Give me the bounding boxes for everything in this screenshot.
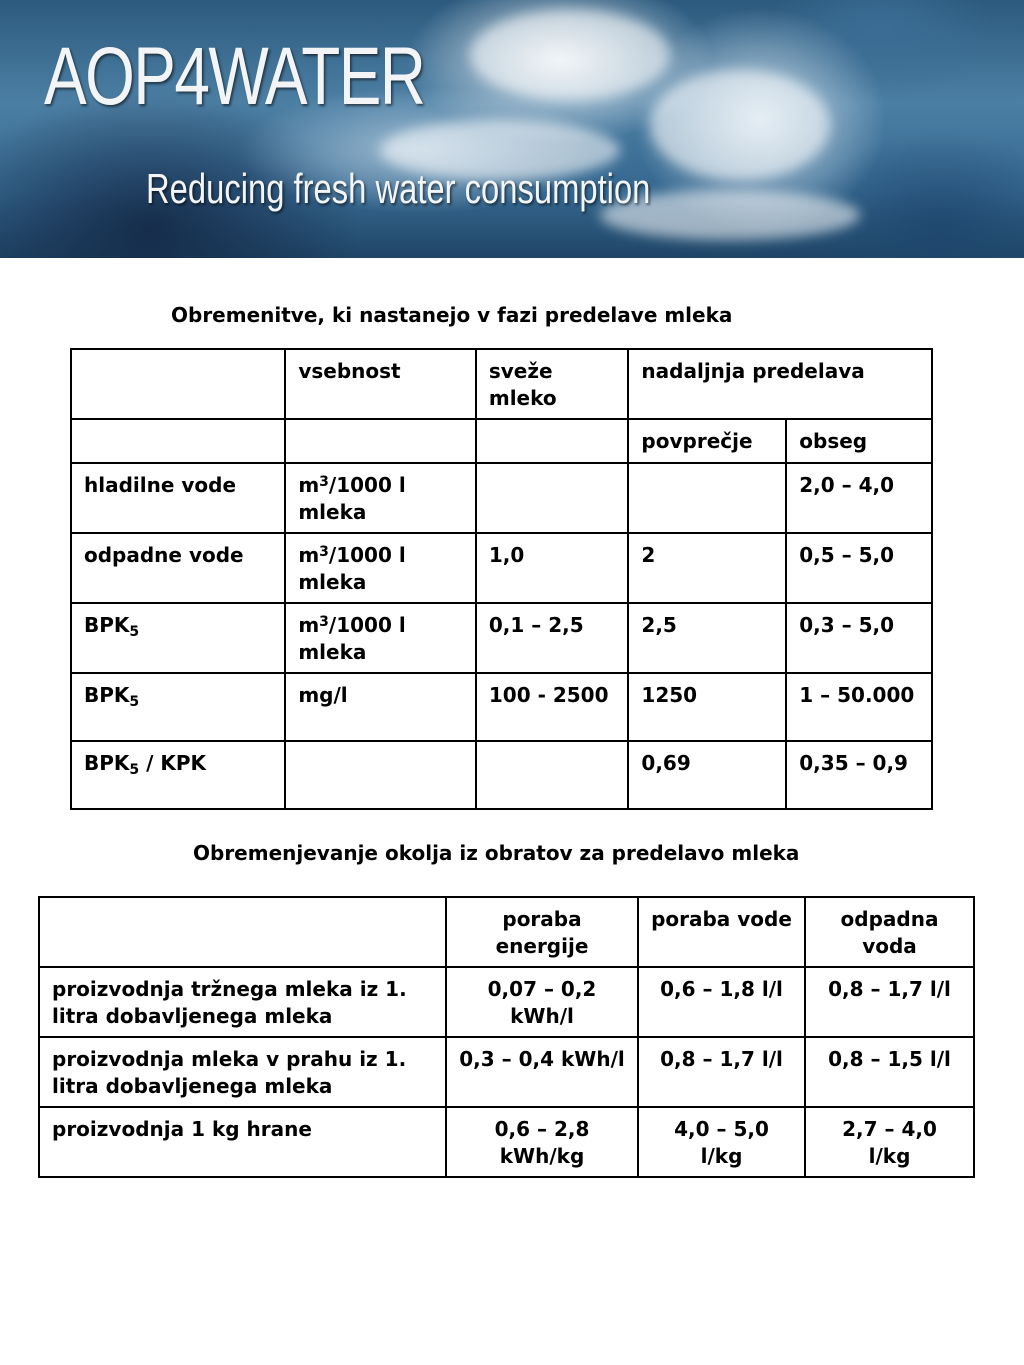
header-cell-water: poraba vode	[638, 897, 805, 967]
unit-prefix: m	[298, 543, 320, 567]
subheader-cell-empty	[476, 419, 629, 463]
foam-decoration	[650, 70, 830, 180]
row-label: odpadne vode	[71, 533, 285, 603]
row-unit	[285, 741, 476, 809]
row-unit: mg/l	[285, 673, 476, 741]
header-cell-content: vsebnost	[285, 349, 476, 419]
row-fresh-value	[476, 741, 629, 809]
row-fresh-value	[476, 463, 629, 533]
banner-subtitle: Reducing fresh water consumption	[146, 165, 651, 212]
row-fresh-value: 1,0	[476, 533, 629, 603]
table-row	[71, 673, 932, 741]
table-header-row	[71, 349, 932, 419]
row-unit	[285, 603, 476, 673]
subheader-cell-range: obseg	[786, 419, 932, 463]
row-water-value: 0,6 – 1,8 l/l	[638, 967, 805, 1037]
row-unit	[285, 463, 476, 533]
row-range-value: 2,0 – 4,0	[786, 463, 932, 533]
label-subscript: 5	[129, 762, 140, 778]
label-subscript: 5	[129, 694, 140, 710]
header-cell-energy: poraba energije	[446, 897, 638, 967]
row-fresh-value: 0,1 – 2,5	[476, 603, 629, 673]
table-header-row	[39, 897, 974, 967]
row-wastewater-value: 2,7 – 4,0 l/kg	[805, 1107, 974, 1177]
row-average-value	[628, 463, 786, 533]
label-suffix: / KPK	[139, 751, 207, 775]
table-row	[71, 603, 932, 673]
label-base: BPK	[84, 613, 130, 637]
unit-prefix: m	[298, 613, 320, 637]
row-average-value: 1250	[628, 673, 786, 741]
row-fresh-value: 100 - 2500	[476, 673, 629, 741]
header-cell-wastewater: odpadna voda	[805, 897, 974, 967]
table-row	[71, 463, 932, 533]
unit-suffix: /1000 l mleka	[298, 613, 406, 664]
subheader-cell-empty	[285, 419, 476, 463]
row-label	[71, 603, 285, 673]
unit-prefix: m	[298, 473, 320, 497]
row-range-value: 0,5 – 5,0	[786, 533, 932, 603]
row-average-value: 0,69	[628, 741, 786, 809]
banner-title: AOP4WATER	[44, 31, 425, 122]
row-range-value: 0,35 – 0,9	[786, 741, 932, 809]
table1-caption: Obremenitve, ki nastanejo v fazi predelave mleka	[171, 303, 733, 327]
row-wastewater-value: 0,8 – 1,7 l/l	[805, 967, 974, 1037]
table-row	[39, 967, 974, 1037]
row-energy-value: 0,6 – 2,8 kWh/kg	[446, 1107, 638, 1177]
row-label: hladilne vode	[71, 463, 285, 533]
row-energy-value: 0,3 – 0,4 kWh/l	[446, 1037, 638, 1107]
header-cell-further-processing: nadaljnja predelava	[628, 349, 932, 419]
label-base: BPK	[84, 751, 130, 775]
table-row	[39, 1037, 974, 1107]
row-average-value: 2	[628, 533, 786, 603]
row-energy-value: 0,07 – 0,2 kWh/l	[446, 967, 638, 1037]
row-unit	[285, 533, 476, 603]
row-label: proizvodnja tržnega mleka iz 1. litra dobavljenega mleka	[39, 967, 446, 1037]
header-banner	[0, 0, 1024, 258]
row-label	[71, 741, 285, 809]
subheader-cell-empty	[71, 419, 285, 463]
header-cell-fresh-milk: sveže mleko	[476, 349, 629, 419]
unit-exponent: 3	[319, 614, 329, 630]
milk-processing-loads-table	[70, 348, 933, 810]
table-subheader-row	[71, 419, 932, 463]
foam-decoration	[470, 10, 670, 100]
header-cell-empty	[71, 349, 285, 419]
row-wastewater-value: 0,8 – 1,5 l/l	[805, 1037, 974, 1107]
row-label: proizvodnja mleka v prahu iz 1. litra dobavljenega mleka	[39, 1037, 446, 1107]
table-row	[71, 533, 932, 603]
label-subscript: 5	[129, 624, 140, 640]
row-water-value: 0,8 – 1,7 l/l	[638, 1037, 805, 1107]
row-label: proizvodnja 1 kg hrane	[39, 1107, 446, 1177]
header-cell-empty	[39, 897, 446, 967]
row-range-value: 1 – 50.000	[786, 673, 932, 741]
environmental-load-table	[38, 896, 975, 1178]
unit-suffix: /1000 l mleka	[298, 543, 406, 594]
row-range-value: 0,3 – 5,0	[786, 603, 932, 673]
row-average-value: 2,5	[628, 603, 786, 673]
table2-caption: Obremenjevanje okolja iz obratov za predelavo mleka	[193, 841, 800, 865]
table-row	[71, 741, 932, 809]
table-row	[39, 1107, 974, 1177]
subheader-cell-average: povprečje	[628, 419, 786, 463]
unit-exponent: 3	[319, 544, 329, 560]
row-label	[71, 673, 285, 741]
label-base: BPK	[84, 683, 130, 707]
unit-exponent: 3	[319, 474, 329, 490]
unit-suffix: /1000 l mleka	[298, 473, 406, 524]
row-water-value: 4,0 – 5,0 l/kg	[638, 1107, 805, 1177]
